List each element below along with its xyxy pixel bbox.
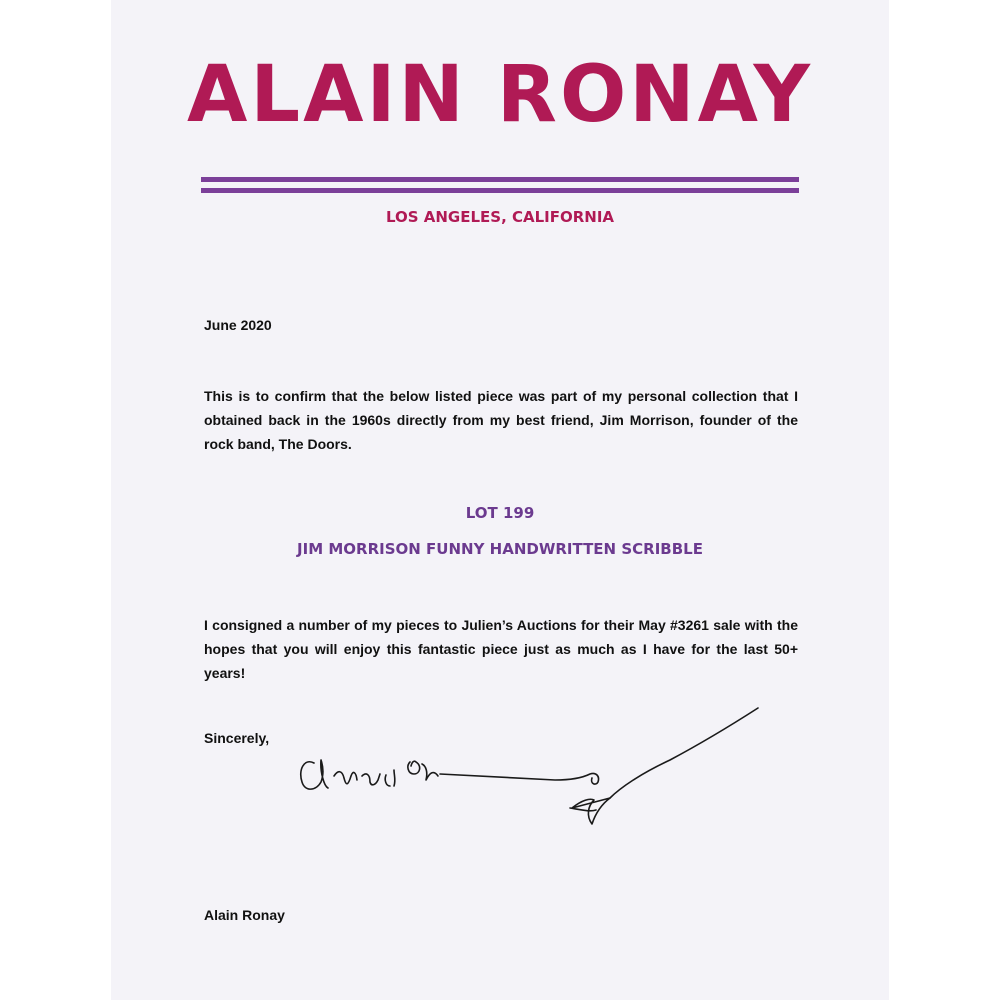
letterhead-title: ALAIN RONAY <box>187 50 813 140</box>
letterhead-rule-top <box>201 177 799 182</box>
letter-paragraph-1: This is to confirm that the below listed piece was part of my personal collection that I obtained back in the 1960s directly from my best friend, Jim Morrison, founder of the rock band, The Doors. <box>204 388 798 452</box>
letter-paragraph-2: I consigned a number of my pieces to Julien’s Auctions for their May #3261 sale with the hopes that you will enjoy this fantastic piece just as much as I have for the last 50+ years! <box>204 617 798 681</box>
letterhead-location: LOS ANGELES, CALIFORNIA <box>385 208 615 226</box>
letterhead-rule-bottom <box>201 188 799 193</box>
letter-closing: Sincerely, <box>204 730 270 746</box>
signer-name: Alain Ronay <box>204 907 285 923</box>
letter-page <box>111 0 889 1000</box>
lot-number: LOT 199 <box>465 504 535 522</box>
handwritten-signature <box>290 700 780 830</box>
lot-title: JIM MORRISON FUNNY HANDWRITTEN SCRIBBLE <box>297 540 703 558</box>
letter-date: June 2020 <box>204 317 272 333</box>
